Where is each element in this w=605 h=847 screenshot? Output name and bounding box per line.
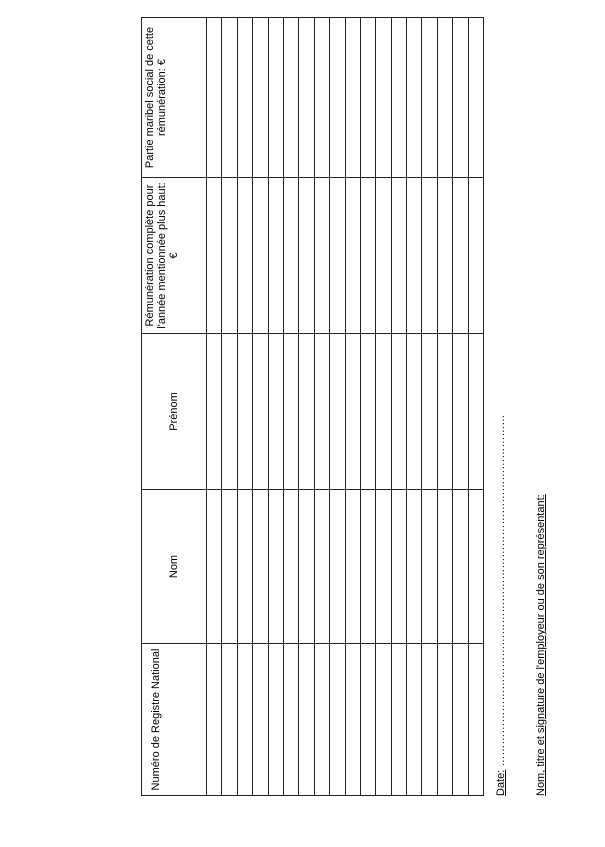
table-row [283,18,298,796]
table-cell[interactable] [376,18,391,178]
table-cell[interactable] [222,334,237,490]
table-cell[interactable] [237,490,252,644]
table-cell[interactable] [376,178,391,334]
table-cell[interactable] [314,334,329,490]
table-cell[interactable] [437,18,452,178]
table-row [437,18,452,796]
table-row [468,18,483,796]
table-cell[interactable] [222,18,237,178]
table-cell[interactable] [222,644,237,796]
table-cell[interactable] [437,178,452,334]
table-cell[interactable] [283,644,298,796]
date-line [495,415,507,796]
table-cell[interactable] [345,644,360,796]
table-row [314,18,329,796]
table-cell[interactable] [391,644,406,796]
table-cell[interactable] [330,178,345,334]
date-dots: …………………………………………………………………………………… [495,414,507,767]
table-cell[interactable] [345,18,360,178]
table-cell[interactable] [268,178,283,334]
table-cell[interactable] [468,334,483,490]
table-cell[interactable] [314,18,329,178]
table-cell[interactable] [283,490,298,644]
table-cell[interactable] [314,178,329,334]
table-cell[interactable] [345,178,360,334]
table-cell[interactable] [468,18,483,178]
table-cell[interactable] [330,644,345,796]
table-cell[interactable] [299,644,314,796]
table-cell[interactable] [422,334,437,490]
table-cell[interactable] [207,178,222,334]
table-cell[interactable] [299,18,314,178]
table-cell[interactable] [453,334,468,490]
table-cell[interactable] [268,18,283,178]
table-cell[interactable] [299,178,314,334]
table-cell[interactable] [453,178,468,334]
table-cell[interactable] [453,18,468,178]
table-cell[interactable] [360,18,375,178]
table-cell[interactable] [407,644,422,796]
column-header-prenom: Prénom [142,334,207,490]
table-row [345,18,360,796]
table-cell[interactable] [360,490,375,644]
table-cell[interactable] [453,490,468,644]
table-row [207,18,222,796]
table-cell[interactable] [207,18,222,178]
table-cell[interactable] [237,178,252,334]
table-cell[interactable] [237,334,252,490]
table-row [422,18,437,796]
table-row [253,18,268,796]
table-cell[interactable] [330,18,345,178]
table-cell[interactable] [422,644,437,796]
table-cell[interactable] [253,178,268,334]
table-cell[interactable] [253,334,268,490]
signature-label: Nom, titre et signature de l'employeur ou de son représentant: [535,494,547,796]
table-cell[interactable] [314,644,329,796]
table-cell[interactable] [330,490,345,644]
table-header-row [142,18,207,796]
table-cell[interactable] [453,644,468,796]
table-cell[interactable] [468,644,483,796]
column-header-remuneration: Rémunération complète pour l'année mentionnée plus haut: € [142,178,207,334]
table-cell[interactable] [407,18,422,178]
table-row [222,18,237,796]
table-cell[interactable] [345,490,360,644]
table-cell[interactable] [268,644,283,796]
table-cell[interactable] [253,490,268,644]
column-header-partie-maribel: Partie maribel social de cette rémunération: € [142,18,207,178]
table-row [453,18,468,796]
table-cell[interactable] [360,334,375,490]
table-cell[interactable] [207,334,222,490]
table-cell[interactable] [437,644,452,796]
table-cell[interactable] [391,18,406,178]
table-row [268,18,283,796]
table-cell[interactable] [222,490,237,644]
table-cell[interactable] [268,334,283,490]
table-cell[interactable] [360,644,375,796]
table-row [299,18,314,796]
table-cell[interactable] [391,334,406,490]
date-label: Date: [495,769,507,796]
table-cell[interactable] [437,490,452,644]
table-row [391,18,406,796]
table-cell[interactable] [222,178,237,334]
column-header-numero-registre: Numéro de Registre National [142,644,207,796]
table-cell[interactable] [253,18,268,178]
table-cell[interactable] [283,334,298,490]
table-cell[interactable] [253,644,268,796]
table-cell[interactable] [345,334,360,490]
table-cell[interactable] [237,18,252,178]
table-cell[interactable] [283,18,298,178]
table-cell[interactable] [422,178,437,334]
table-body [207,18,484,796]
table-cell[interactable] [268,490,283,644]
table-cell[interactable] [314,490,329,644]
table-row [376,18,391,796]
table-cell[interactable] [376,644,391,796]
table-row [330,18,345,796]
table-cell[interactable] [283,178,298,334]
column-header-nom: Nom [142,490,207,644]
table-cell[interactable] [376,490,391,644]
table-row [407,18,422,796]
table-cell[interactable] [407,490,422,644]
table-cell[interactable] [468,490,483,644]
table-cell[interactable] [468,178,483,334]
table-cell[interactable] [422,18,437,178]
table-cell[interactable] [391,490,406,644]
table-row [360,18,375,796]
table-cell[interactable] [407,178,422,334]
employee-table [141,17,484,796]
table-cell[interactable] [407,334,422,490]
table-cell[interactable] [299,490,314,644]
table-cell[interactable] [376,334,391,490]
table-cell[interactable] [422,490,437,644]
table-row [237,18,252,796]
table-cell[interactable] [391,178,406,334]
table-cell[interactable] [330,334,345,490]
table-cell[interactable] [207,490,222,644]
table-cell[interactable] [360,178,375,334]
table-cell[interactable] [299,334,314,490]
table-cell[interactable] [437,334,452,490]
table-cell[interactable] [207,644,222,796]
table-cell[interactable] [237,644,252,796]
